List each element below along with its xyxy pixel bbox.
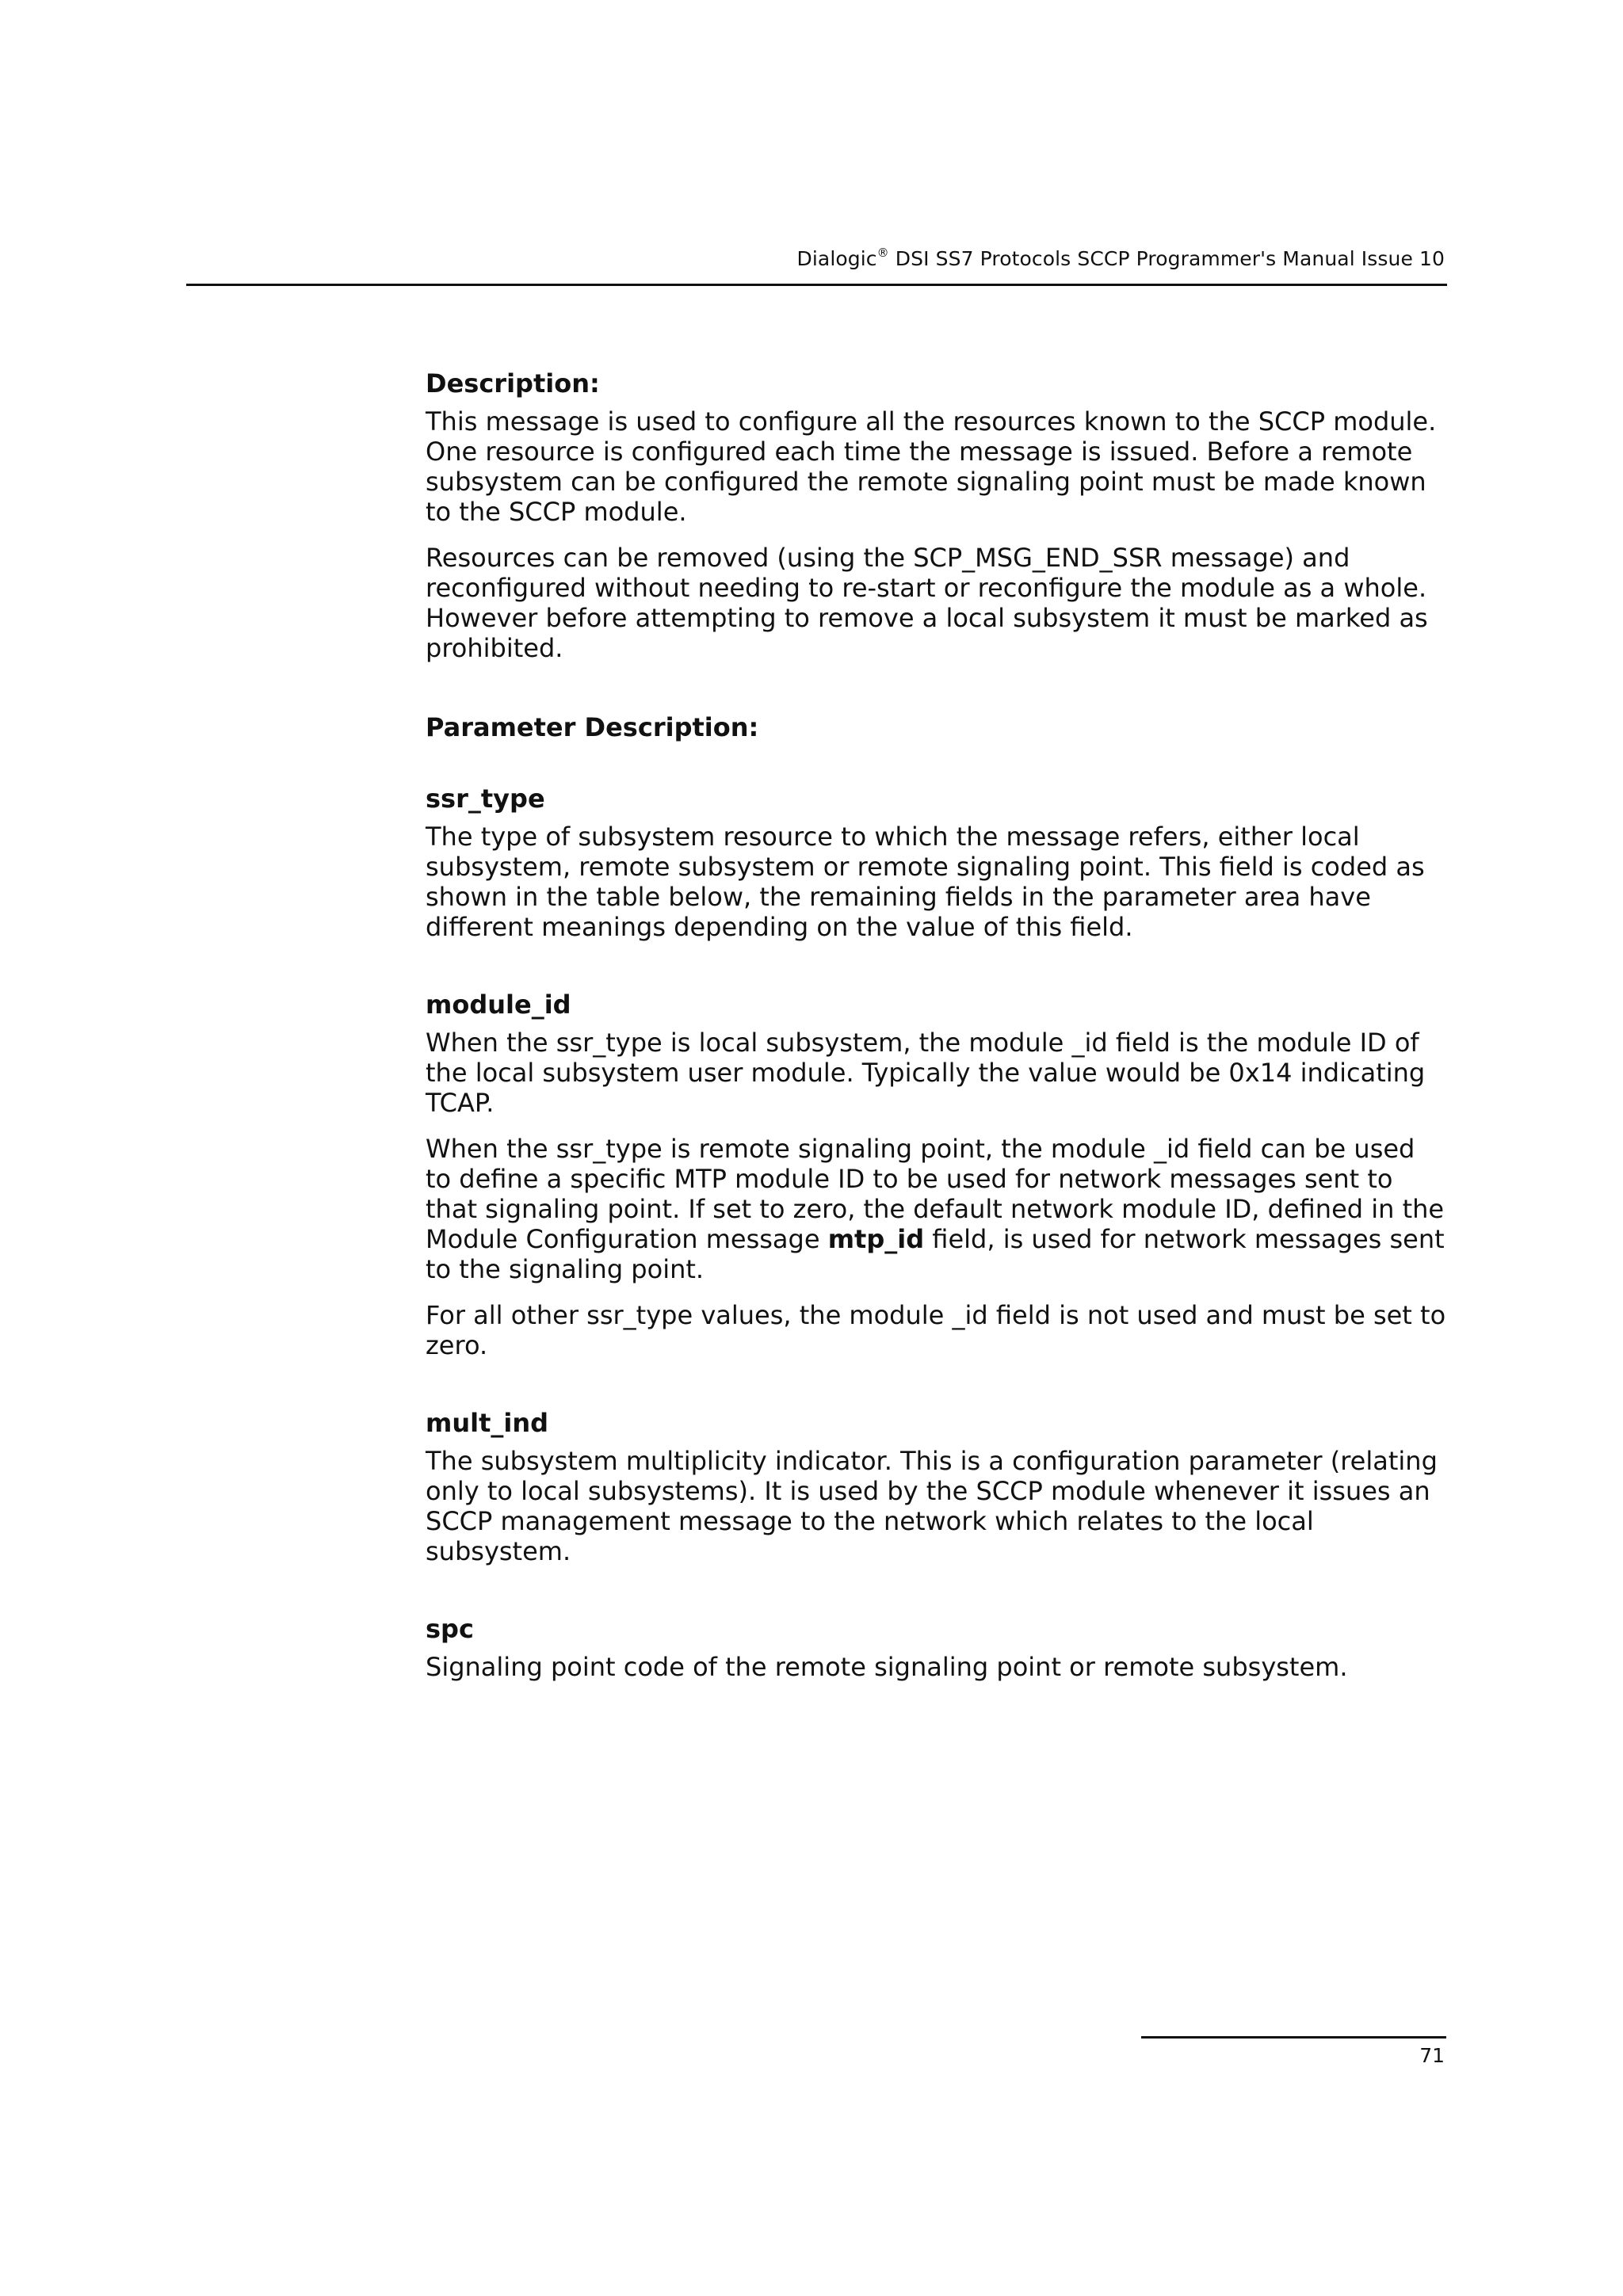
mtp-id-term: mtp_id [827,1224,925,1254]
module-id-paragraph-2-tail: field, is used for network messages sent to the signaling point. [426,1224,1445,1284]
section-gap [426,679,1448,712]
registered-mark: ® [876,245,889,260]
module-id-paragraph-2-text: When the ssr_type is remote signaling point, the module _id field can be used to define a specific MTP module ID to be used for network messages sent to that signaling point. If set to zero, the default network module ID, defined in the Module Configuration message [426,1134,1445,1254]
module-id-paragraph-1: When the ssr_type is local subsystem, the module _id field is the module ID of the local subsystem user module. Typically the value would be 0x14 indicating TCAP. [426,1028,1426,1118]
section-gap [426,1582,1448,1614]
section-gap [426,1376,1448,1408]
parameter-description-heading: Parameter Description: [426,712,759,742]
header-rule [186,284,1447,286]
module-id-heading: module_id [426,990,571,1020]
module-id-paragraph-3: For all other ssr_type values, the module _id field is not used and must be set to zero. [426,1300,1446,1360]
description-paragraph-1: This message is used to configure all the resources known to the SCCP module. One resource is configured each time the message is issued. Before a remote subsystem can be configured the remote signaling point must be made known to the SCCP module. [426,406,1437,527]
description-paragraph-2: Resources can be removed (using the SCP_MSG_END_SSR message) and reconfigured without needing to re-start or reconfigure the module as a whole. However before attempting to remove a local subsystem it must be marked as prohibited. [426,543,1428,663]
header-title: DSI SS7 Protocols SCCP Programmer's Manual Issue 10 [888,247,1445,270]
page-number: 71 [1419,2044,1445,2067]
spc-paragraph: Signaling point code of the remote signaling point or remote subsystem. [426,1652,1348,1682]
section-gap [426,750,1448,784]
page-content [426,368,1448,1698]
footer-rule [1141,2036,1446,2039]
mult-ind-paragraph: The subsystem multiplicity indicator. This is a configuration parameter (relating only to local subsystems). It is used by the SCCP module whenever it issues an SCCP management message to the network which relates to the local subsystem. [426,1446,1438,1566]
module-id-paragraph-2 [426,1134,1448,1284]
mult-ind-heading: mult_ind [426,1408,549,1438]
ssr-type-heading: ssr_type [426,784,545,814]
running-header [797,247,1445,271]
ssr-type-paragraph: The type of subsystem resource to which the message refers, either local subsystem, remote subsystem or remote signaling point. This field is coded as shown in the table below, the remaining fields in the parameter area have different meanings depending on the value of this field. [426,822,1425,942]
section-gap [426,958,1448,990]
header-brand: Dialogic [796,247,877,270]
description-heading: Description: [426,368,600,399]
spc-heading: spc [426,1614,474,1644]
